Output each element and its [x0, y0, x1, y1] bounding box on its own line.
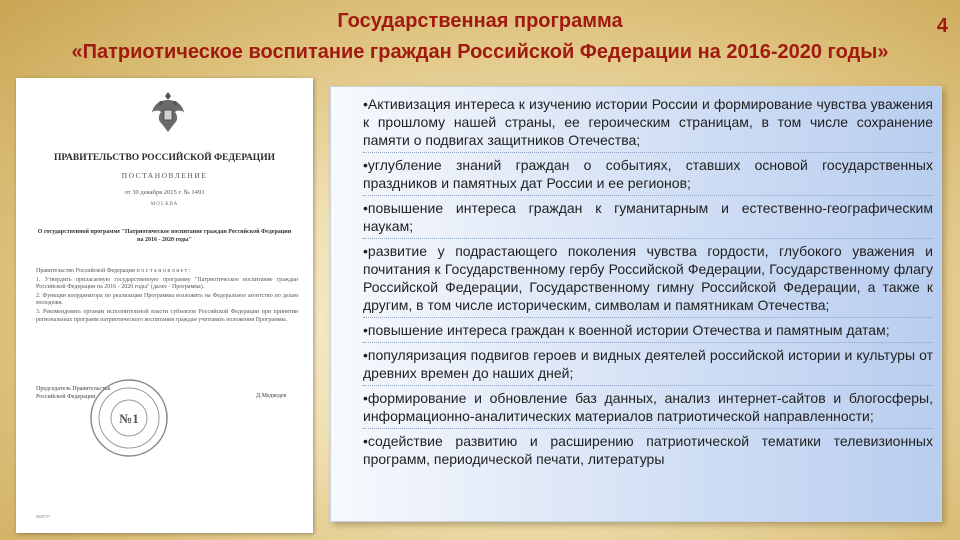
decree-document-image — [16, 78, 313, 533]
goal-item: •популяризация подвигов героев и видных деятелей российской истории и культуры от древних времен до наших дней; — [363, 346, 933, 386]
doc-paragraph: 2. Функции координатора по реализации Программы возложить на Федеральное агентство по делам молодежи. — [36, 292, 298, 307]
doc-date-number: от 30 декабря 2015 г. № 1493 — [124, 189, 205, 196]
doc-signature-line-1: Председатель Правительства — [36, 386, 111, 392]
goals-panel — [330, 86, 942, 522]
goal-item: •Активизация интереса к изучению истории России и формирование чувства уважения к прошлому нашей страны, ее героическим страницам, в том числе сохранение памяти о подвигах защитников Отечества; — [363, 95, 933, 153]
doc-paragraph: 1. Утвердить прилагаемую государственную программу "Патриотическое воспитание граждан Российской Федерации на 2016 - 2020 годы" (далее - Программа). — [36, 276, 298, 291]
stamp-number: №1 — [119, 411, 139, 426]
goal-item: •повышение интереса граждан к гуманитарным и естественно-географическим наукам; — [363, 199, 933, 239]
doc-body — [36, 268, 298, 325]
goal-item: •формирование и обновление баз данных, анализ интернет-сайтов и блогосферы, информационно-аналитических материалов патриотической направленности; — [363, 389, 933, 429]
doc-paragraph: Правительство Российской Федерации п о с т а н о в л я е т : — [36, 268, 191, 274]
goals-list — [363, 95, 933, 474]
doc-code: 2649757 — [36, 514, 50, 519]
coat-of-arms-icon — [150, 88, 186, 134]
slide-number: 4 — [936, 15, 948, 37]
goal-item: •повышение интереса граждан к военной истории Отечества и памятным датам; — [363, 321, 933, 343]
goal-item: •углубление знаний граждан о событиях, ставших основой государственных праздников и памятных дат России и ее регионов; — [363, 156, 933, 196]
doc-decree-heading: ПОСТАНОВЛЕНИЕ — [121, 171, 208, 180]
seal-stamp-icon — [88, 377, 170, 459]
goal-item: •содействие развитию и расширению патриотической тематики телевизионных программ, периодической печати, литературы — [363, 433, 933, 467]
title-line-2: «Патриотическое воспитание граждан Российской Федерации на 2016-2020 годы» — [71, 41, 889, 63]
doc-city: МОСКВА — [150, 202, 179, 207]
doc-subject: О государственной программе "Патриотическое воспитание граждан Российской Федерации на 2016 - 2020 годы" — [37, 229, 292, 243]
title-line-1: Государственная программа — [337, 10, 623, 32]
doc-signature-line-2: Российской Федерации — [36, 394, 96, 400]
goal-item: •развитие у подрастающего поколения чувства гордости, глубокого уважения и почитания к Государственному гербу Российской Федерации, Государственному флагу Российской Федерации, Государственному гимну Российской Федерации, а также к другим, в том числе историческим, символам и памятникам Отечества; — [363, 242, 933, 318]
doc-signature-name: Д.Медведев — [256, 393, 287, 399]
doc-government-heading: ПРАВИТЕЛЬСТВО РОССИЙСКОЙ ФЕДЕРАЦИИ — [54, 153, 275, 163]
doc-paragraph: 3. Рекомендовать органам исполнительной власти субъектов Российской Федерации при принятии региональных программ патриотического воспитания граждан учитывать положения Программы. — [36, 308, 298, 323]
slide-title — [0, 6, 960, 68]
